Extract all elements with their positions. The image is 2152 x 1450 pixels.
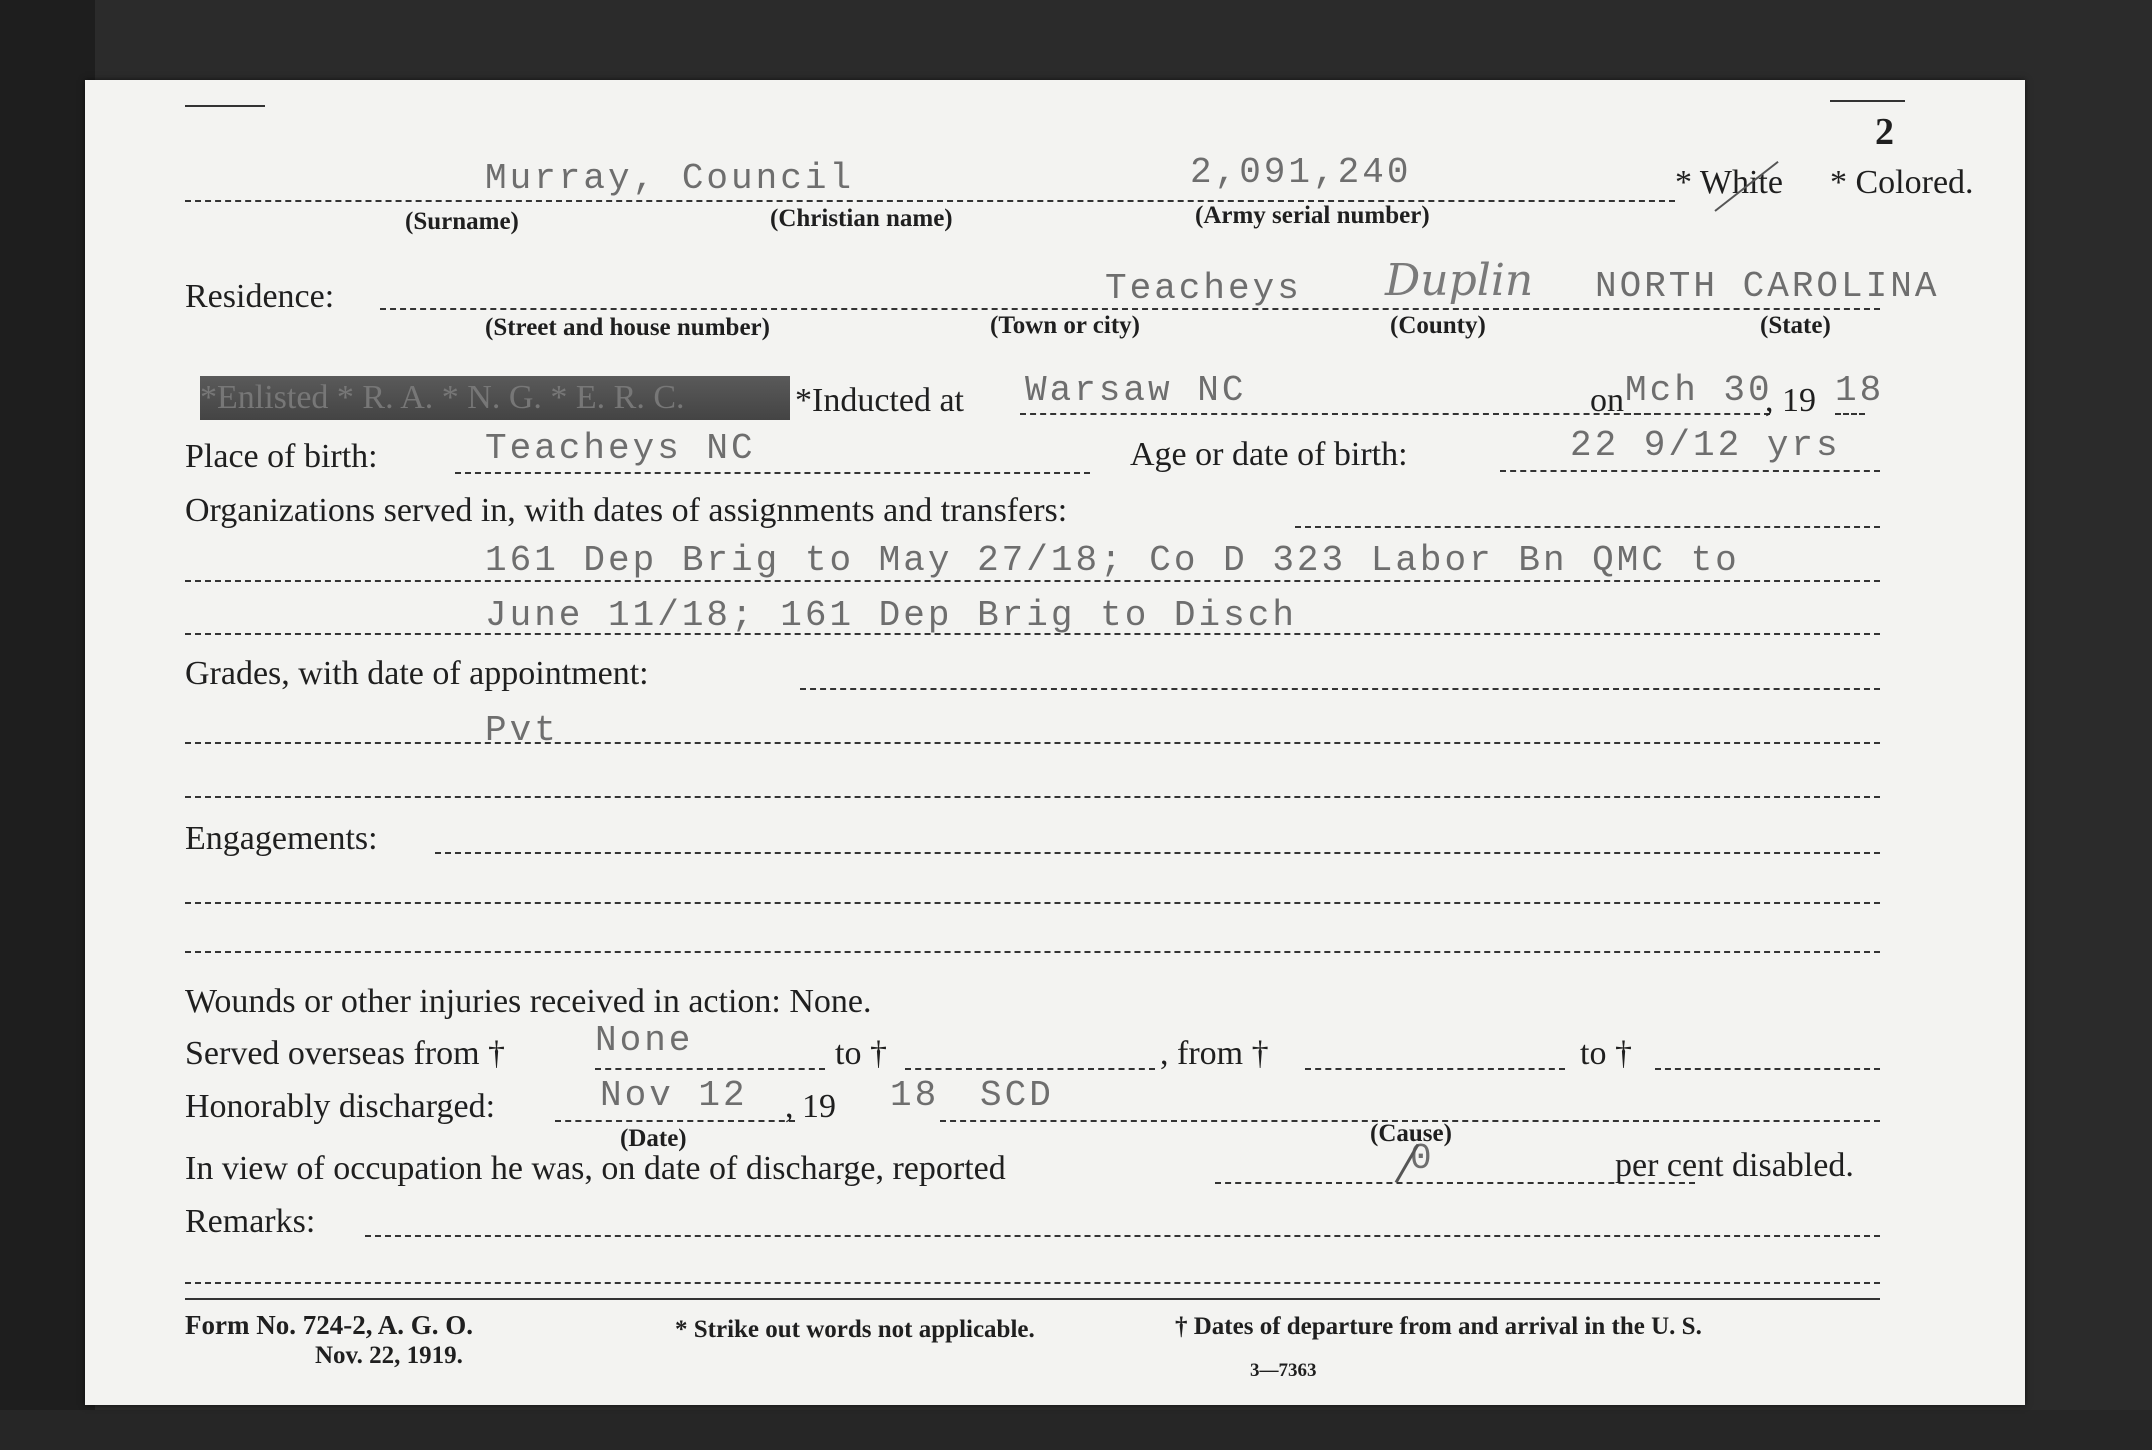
- discharge-year-prefix: , 19: [785, 1088, 836, 1125]
- induction-date-value: Mch 30: [1625, 370, 1773, 411]
- on-label: on: [1590, 382, 1624, 419]
- overseas-to-line-2: [1655, 1068, 1880, 1070]
- residence-line: [380, 308, 1880, 310]
- name-line: [185, 200, 1675, 202]
- caption-cause: (Cause): [1370, 1120, 1452, 1147]
- grades-rule-1: [185, 742, 1880, 744]
- disability-suffix: per cent disabled.: [1615, 1147, 1854, 1184]
- age-label: Age or date of birth:: [1130, 436, 1408, 473]
- grades-line: [800, 688, 1880, 690]
- honorably-discharged-label: Honorably discharged:: [185, 1088, 496, 1125]
- caption-street: (Street and house number): [485, 314, 770, 341]
- footnote-strike: * Strike out words not applicable.: [675, 1316, 1035, 1343]
- inducted-place-value: Warsaw NC: [1025, 370, 1247, 411]
- page-number: 2: [1875, 111, 1894, 153]
- caption-christian-name: (Christian name): [770, 205, 953, 232]
- discharge-cause-value: SCD: [980, 1075, 1054, 1116]
- engagements-label: Engagements:: [185, 820, 378, 857]
- print-code: 3—7363: [1250, 1360, 1317, 1381]
- remarks-label: Remarks:: [185, 1203, 316, 1240]
- organizations-line: [1295, 526, 1880, 528]
- footer-rule: [185, 1298, 1880, 1300]
- discharge-date-value: Nov 12: [600, 1075, 748, 1116]
- age-line: [1500, 470, 1880, 472]
- inducted-label: *Inducted at: [795, 382, 964, 419]
- caption-county: (County): [1390, 312, 1486, 339]
- age-value: 22 9/12 yrs: [1570, 425, 1841, 466]
- top-left-rule: [185, 105, 265, 107]
- organizations-line-1: 161 Dep Brig to May 27/18; Co D 323 Labor Bn QMC to: [485, 540, 1740, 581]
- induction-year-prefix: , 19: [1765, 382, 1816, 419]
- service-record-card: [85, 80, 2025, 1405]
- county-value: Duplin: [1385, 255, 1534, 306]
- overseas-to-label: to †: [835, 1035, 887, 1072]
- town-value: Teacheys: [1105, 268, 1302, 309]
- grades-label: Grades, with date of appointment:: [185, 655, 649, 692]
- footnote-dates: † Dates of departure from and arrival in the U. S.: [1175, 1313, 1702, 1340]
- organizations-rule-2: [185, 633, 1880, 635]
- organizations-line-2: June 11/18; 161 Dep Brig to Disch: [485, 595, 1297, 636]
- caption-date: (Date): [620, 1125, 687, 1152]
- induction-date-line: [1625, 413, 1770, 415]
- overseas-to-line: [905, 1068, 1155, 1070]
- white-label: * White: [1675, 164, 1783, 201]
- overseas-from-line-2: [1305, 1068, 1565, 1070]
- organizations-rule-1: [185, 580, 1880, 582]
- remarks-line: [365, 1235, 1880, 1237]
- grades-rule-2: [185, 796, 1880, 798]
- disability-value: 0: [1410, 1138, 1435, 1179]
- overseas-to-label-2: to †: [1580, 1035, 1632, 1072]
- overseas-from-label: , from †: [1160, 1035, 1269, 1072]
- inducted-line: [1020, 413, 1660, 415]
- disability-label: In view of occupation he was, on date of discharge, reported: [185, 1150, 1006, 1187]
- engagements-rule-1: [185, 902, 1880, 904]
- enlisted-options-redacted: *Enlisted * R. A. * N. G. * E. R. C.: [200, 376, 790, 420]
- surname-christian-value: Murray, Council: [485, 158, 855, 199]
- served-overseas-label: Served overseas from †: [185, 1035, 506, 1072]
- engagements-line: [435, 852, 1880, 854]
- place-of-birth-label: Place of birth:: [185, 438, 378, 475]
- overseas-from-line: [595, 1068, 825, 1070]
- form-number: Form No. 724-2, A. G. O.: [185, 1310, 473, 1340]
- colored-label: * Colored.: [1830, 164, 1974, 201]
- discharge-date-line: [555, 1120, 795, 1122]
- induction-year-value: 18: [1835, 370, 1885, 411]
- army-serial-number-value: 2,091,240: [1190, 152, 1412, 193]
- place-of-birth-line: [455, 472, 1090, 474]
- discharge-year-value: 18: [890, 1075, 940, 1116]
- caption-army-serial: (Army serial number): [1195, 202, 1430, 229]
- state-value: NORTH CAROLINA: [1595, 266, 1940, 307]
- induction-year-line: [1835, 413, 1865, 415]
- residence-label: Residence:: [185, 278, 335, 315]
- served-overseas-value: None: [595, 1020, 694, 1061]
- place-of-birth-value: Teacheys NC: [485, 428, 756, 469]
- scan-background: [0, 0, 95, 1450]
- organizations-label: Organizations served in, with dates of assignments and transfers:: [185, 492, 1068, 529]
- caption-state: (State): [1760, 312, 1831, 339]
- scan-background-bottom: [0, 1410, 2152, 1450]
- wounds-label: Wounds or other injuries received in action: None.: [185, 983, 872, 1020]
- caption-surname: (Surname): [405, 208, 519, 235]
- remarks-rule: [185, 1282, 1880, 1284]
- engagements-rule-2: [185, 951, 1880, 953]
- grade-value: Pvt: [485, 710, 559, 751]
- form-date: Nov. 22, 1919.: [315, 1342, 463, 1369]
- caption-town: (Town or city): [990, 312, 1140, 339]
- top-right-rule: [1830, 100, 1905, 102]
